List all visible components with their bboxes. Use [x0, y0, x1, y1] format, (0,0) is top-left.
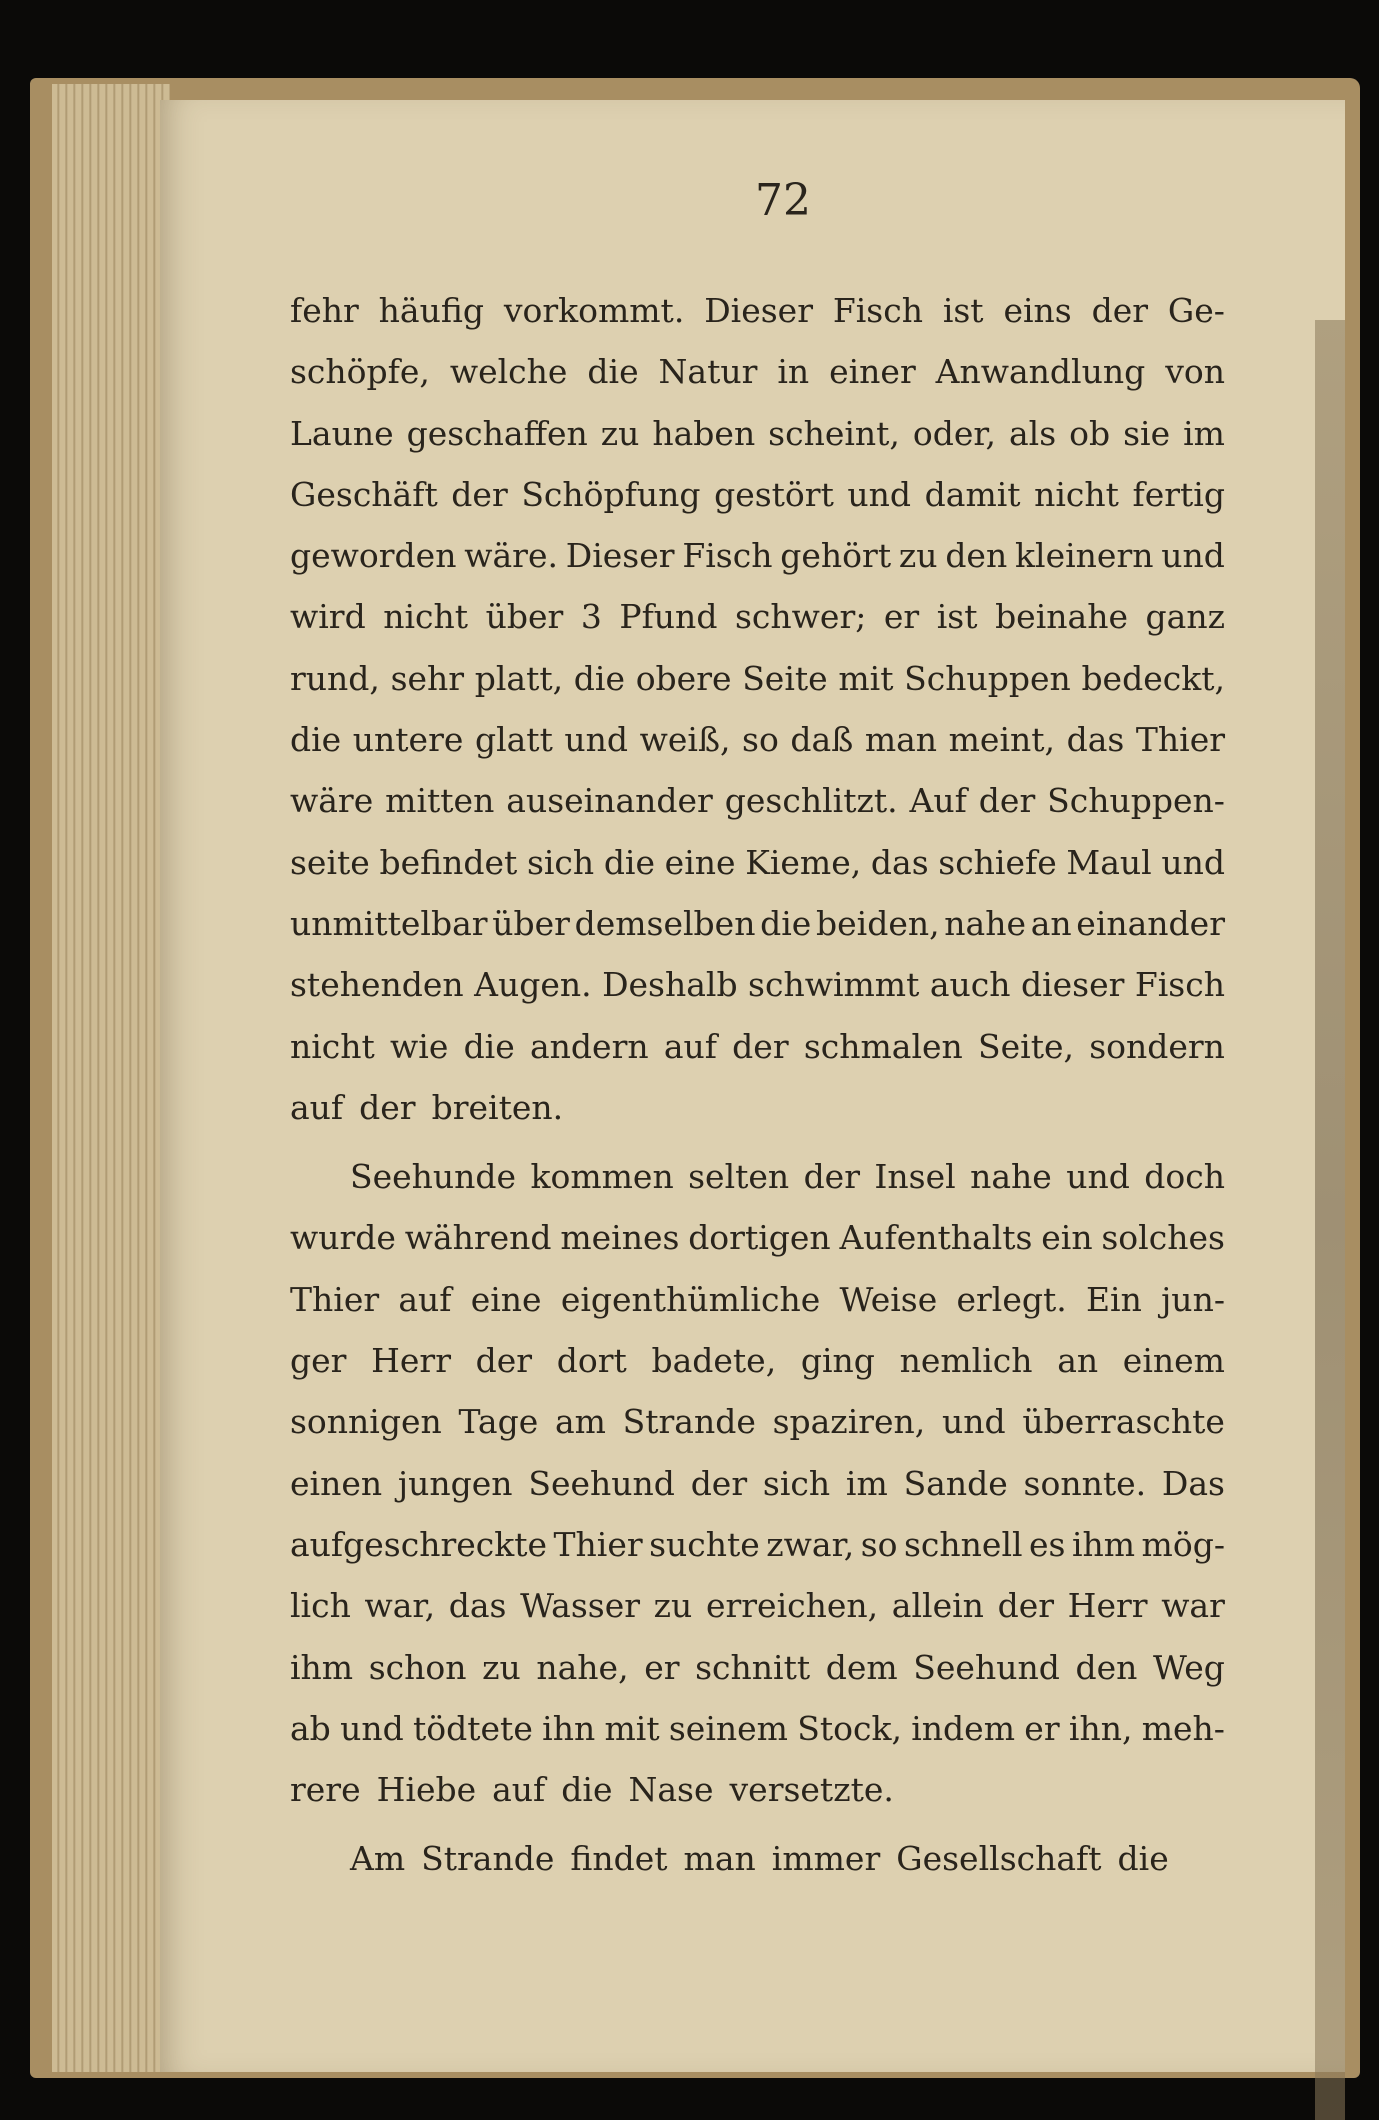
word: Insel [874, 1157, 956, 1197]
word: versetzte. [729, 1770, 894, 1810]
word: das [1066, 720, 1125, 760]
word: dort [556, 1341, 627, 1381]
word: ganz [1145, 597, 1225, 637]
word: mit [838, 658, 894, 698]
text-line [290, 403, 1225, 464]
word: dortigen [688, 1218, 831, 1258]
word: ob [1069, 413, 1111, 453]
word: eins [1003, 291, 1072, 330]
word: Seite [742, 658, 828, 698]
text-line [290, 893, 1225, 954]
word: der [690, 1463, 748, 1503]
word: indem [911, 1708, 1016, 1748]
word: Gesellschaft [896, 1839, 1102, 1879]
word: ger [290, 1341, 347, 1381]
word: Seehunde [350, 1157, 517, 1197]
word: die [1117, 1839, 1169, 1879]
word: fertig [1132, 474, 1225, 514]
word: von [1165, 352, 1225, 392]
word: Ge- [1167, 291, 1225, 330]
word: Seehund [528, 1463, 675, 1503]
word: der [359, 1087, 416, 1127]
word: selten [688, 1157, 790, 1197]
word: demselben [574, 903, 756, 943]
word: ist [942, 291, 984, 330]
text-line [290, 1575, 1225, 1636]
word: dieser [1020, 965, 1125, 1005]
word: Herr [371, 1341, 451, 1381]
word: sondern [1089, 1026, 1225, 1066]
word: als [1009, 413, 1057, 453]
word: nahe, [536, 1647, 629, 1687]
word: beinahe [995, 597, 1128, 637]
word: wäre [290, 781, 374, 821]
word: wie [390, 1026, 449, 1066]
text-line [290, 1330, 1225, 1391]
text-line [290, 709, 1225, 770]
word: eine [470, 1279, 542, 1319]
word: mög- [1141, 1524, 1225, 1564]
word: rere [290, 1770, 361, 1810]
word: Schöpfung [521, 474, 701, 514]
word: Schuppen [904, 658, 1071, 698]
text-line [290, 1453, 1225, 1514]
word: sich [526, 842, 595, 882]
word: er [883, 597, 920, 637]
word: doch [1144, 1157, 1225, 1197]
word: schöpfe, [290, 352, 430, 392]
word: weiß, [639, 720, 731, 760]
word: andern [529, 1026, 649, 1066]
word: einem [1122, 1341, 1225, 1381]
word: zwar, [766, 1524, 855, 1564]
word: im [1183, 413, 1225, 453]
word: so [742, 720, 779, 760]
word: man [683, 1839, 756, 1879]
word: Schuppen- [1047, 781, 1225, 821]
text-line [290, 1269, 1225, 1330]
word: immer [771, 1839, 881, 1879]
word: zu [600, 413, 640, 453]
word: mitten [385, 781, 495, 821]
word: rund, [290, 658, 380, 698]
text-line [290, 280, 1225, 341]
word: und [340, 1708, 404, 1748]
word: überraschte [1022, 1402, 1225, 1442]
word: Thier [290, 1279, 380, 1319]
word: Tage [458, 1402, 539, 1442]
word: Thier [553, 1524, 643, 1564]
text-line [290, 1514, 1225, 1575]
text-line [290, 770, 1225, 831]
word: Strande [622, 1402, 756, 1442]
word: die [603, 842, 656, 882]
word: nahe [970, 1157, 1052, 1197]
word: er [644, 1647, 680, 1687]
word: Augen. [474, 965, 592, 1005]
word: der [1091, 291, 1149, 330]
word: geschlitzt. [724, 781, 898, 821]
word: im [845, 1463, 888, 1503]
word: nicht [290, 1026, 375, 1066]
word: auf [663, 1026, 717, 1066]
word: schnitt [695, 1647, 811, 1687]
word: damit [924, 474, 1021, 514]
text-line [290, 1077, 1225, 1138]
word: sie [1123, 413, 1171, 453]
word: Stock, [797, 1708, 902, 1748]
word: Anwandlung [935, 352, 1146, 392]
word: jungen [397, 1463, 513, 1503]
word: Fisch [1134, 965, 1225, 1005]
word: ab [290, 1708, 331, 1748]
word: Kieme, [745, 842, 862, 882]
text-line [290, 1391, 1225, 1452]
body-text [290, 280, 1225, 1890]
word: solches [1101, 1218, 1225, 1258]
word: ihn [542, 1708, 596, 1748]
word: so [860, 1524, 898, 1564]
word: die [463, 1026, 515, 1066]
word: tödtete [413, 1708, 533, 1748]
word: auseinander [506, 781, 713, 821]
word: geworden [290, 536, 457, 576]
word: und [847, 474, 912, 514]
word: Am [350, 1839, 406, 1879]
word: die [760, 903, 812, 943]
word: suchte [649, 1524, 760, 1564]
word: sich [762, 1463, 831, 1503]
word: über [492, 903, 570, 943]
word: vorkommt. [503, 291, 685, 330]
word: Fisch [682, 536, 773, 576]
word: Auf [909, 781, 967, 821]
word: das [870, 842, 929, 882]
word: schmalen [803, 1026, 963, 1066]
word: Seite, [978, 1026, 1074, 1066]
word: ein [1041, 1218, 1093, 1258]
word: an [1030, 903, 1072, 943]
text-line [290, 648, 1225, 709]
text-line [290, 1637, 1225, 1698]
word: bedeckt, [1081, 658, 1225, 698]
word: Fisch [832, 291, 923, 330]
word: seite [290, 842, 370, 882]
word: wurde [290, 1218, 396, 1258]
word: Aufenthalts [839, 1218, 1033, 1258]
word: die [290, 720, 342, 760]
word: haben [652, 413, 756, 453]
word: Deshalb [602, 965, 738, 1005]
word: nicht [1034, 474, 1119, 514]
word: er [1024, 1708, 1060, 1748]
word: lich [290, 1586, 351, 1626]
word: meines [560, 1218, 680, 1258]
word: erreichen, [705, 1586, 879, 1626]
word: während [404, 1218, 552, 1258]
word: breiten. [431, 1087, 564, 1127]
word: findet [570, 1839, 668, 1879]
word: die [587, 352, 639, 392]
text-line [290, 954, 1225, 1015]
text-line [290, 1016, 1225, 1077]
page-number: 72 [755, 175, 811, 226]
word: Laune [290, 413, 394, 453]
word: obere [635, 658, 732, 698]
word: Geschäft [290, 474, 438, 514]
word: Wasser [520, 1586, 641, 1626]
text-line [290, 464, 1225, 525]
word: schon [368, 1647, 467, 1687]
text-line [290, 1207, 1225, 1268]
word: und [1161, 536, 1225, 576]
word: und [942, 1402, 1006, 1442]
word: meint, [948, 720, 1056, 760]
word: gehört [780, 536, 892, 576]
word: auf [492, 1770, 546, 1810]
text-line [290, 1759, 1225, 1820]
word: stehenden [290, 965, 464, 1005]
word: spaziren, [772, 1402, 926, 1442]
word: jun- [1161, 1279, 1225, 1319]
word: kommen [530, 1157, 674, 1197]
word: zu [482, 1647, 521, 1687]
text-line [290, 586, 1225, 647]
word: Dieser [704, 291, 813, 330]
word: Strande [421, 1839, 555, 1879]
text-line [290, 1146, 1225, 1207]
word: an [1057, 1341, 1099, 1381]
word: den [1075, 1647, 1138, 1687]
word: ihn, [1068, 1708, 1133, 1748]
word: eine [664, 842, 736, 882]
word: erlegt. [956, 1279, 1067, 1319]
word: war, [364, 1586, 436, 1626]
word: man [864, 720, 938, 760]
word: aufgeschreckte [290, 1524, 548, 1564]
text-line [290, 341, 1225, 402]
word: Pfund [619, 597, 718, 637]
word: Hiebe [376, 1770, 477, 1810]
word: nahe [944, 903, 1027, 943]
word: einander [1076, 903, 1225, 943]
word: Maul [1066, 842, 1152, 882]
word: befindet [379, 842, 518, 882]
word: Das [1161, 1463, 1225, 1503]
word: unmittelbar [290, 903, 488, 943]
word: Natur [658, 352, 758, 392]
word: Weg [1153, 1647, 1225, 1687]
word: Thier [1135, 720, 1225, 760]
word: dem [825, 1647, 898, 1687]
word: auf [290, 1087, 344, 1127]
word: seinem [668, 1708, 788, 1748]
word: der [451, 474, 508, 514]
word: schiefe [938, 842, 1057, 882]
word: der [732, 1026, 789, 1066]
word: in [777, 352, 810, 392]
word: die [573, 658, 626, 698]
word: schnell [904, 1524, 1023, 1564]
word: über [485, 597, 564, 637]
word: sonnte. [1023, 1463, 1147, 1503]
word: eigenthümliche [560, 1279, 821, 1319]
word: Dieser [565, 536, 675, 576]
word: einen [290, 1463, 383, 1503]
word: allein [891, 1586, 984, 1626]
word: badete, [651, 1341, 777, 1381]
word: wäre. [464, 536, 558, 576]
word: ging [800, 1341, 875, 1381]
word: ihm [1071, 1524, 1136, 1564]
word: nemlich [899, 1341, 1033, 1381]
word: und [564, 720, 629, 760]
word: 3 [580, 597, 602, 637]
word: daß [790, 720, 854, 760]
word: meh- [1141, 1708, 1225, 1748]
word: ihm [290, 1647, 354, 1687]
word: und [1066, 1157, 1130, 1197]
word: die [561, 1770, 613, 1810]
word: häufig [378, 291, 484, 330]
word: auf [398, 1279, 452, 1319]
word: Nase [628, 1770, 714, 1810]
word: beiden, [816, 903, 940, 943]
word: Weise [839, 1279, 938, 1319]
word: welche [449, 352, 568, 392]
word: wird [290, 597, 366, 637]
word: der [978, 781, 1036, 821]
text-line [290, 525, 1225, 586]
word: schwimmt [748, 965, 920, 1005]
word: gestört [714, 474, 834, 514]
word: geschaffen [406, 413, 588, 453]
word: am [554, 1402, 606, 1442]
word: den [945, 536, 1008, 576]
gutter-shadow [1315, 320, 1345, 2120]
word: kleinern [1015, 536, 1154, 576]
word: Sande [903, 1463, 1008, 1503]
word: Ein [1085, 1279, 1142, 1319]
word: untere [352, 720, 464, 760]
word: Herr [1067, 1586, 1148, 1626]
text-line [290, 832, 1225, 893]
word: es [1029, 1524, 1066, 1564]
word: mit [604, 1708, 660, 1748]
word: zu [898, 536, 938, 576]
word: der [475, 1341, 533, 1381]
word: einer [829, 352, 916, 392]
word: nicht [383, 597, 469, 637]
word: scheint, [768, 413, 900, 453]
word: schwer; [735, 597, 867, 637]
word: glatt [474, 720, 553, 760]
word: oder, [912, 413, 997, 453]
word: platt, [474, 658, 564, 698]
word: der [997, 1586, 1055, 1626]
word: zu [653, 1586, 693, 1626]
page-edges [52, 84, 170, 2072]
word: der [803, 1157, 860, 1197]
word: sonnigen [290, 1402, 442, 1442]
word: das [448, 1586, 507, 1626]
word: sehr [390, 658, 465, 698]
text-line [290, 1828, 1225, 1889]
word: Seehund [913, 1647, 1060, 1687]
text-line [290, 1698, 1225, 1759]
word: und [1161, 842, 1225, 882]
word: auch [929, 965, 1011, 1005]
word: ist [936, 597, 978, 637]
word: fehr [290, 291, 359, 330]
word: war [1161, 1586, 1225, 1626]
